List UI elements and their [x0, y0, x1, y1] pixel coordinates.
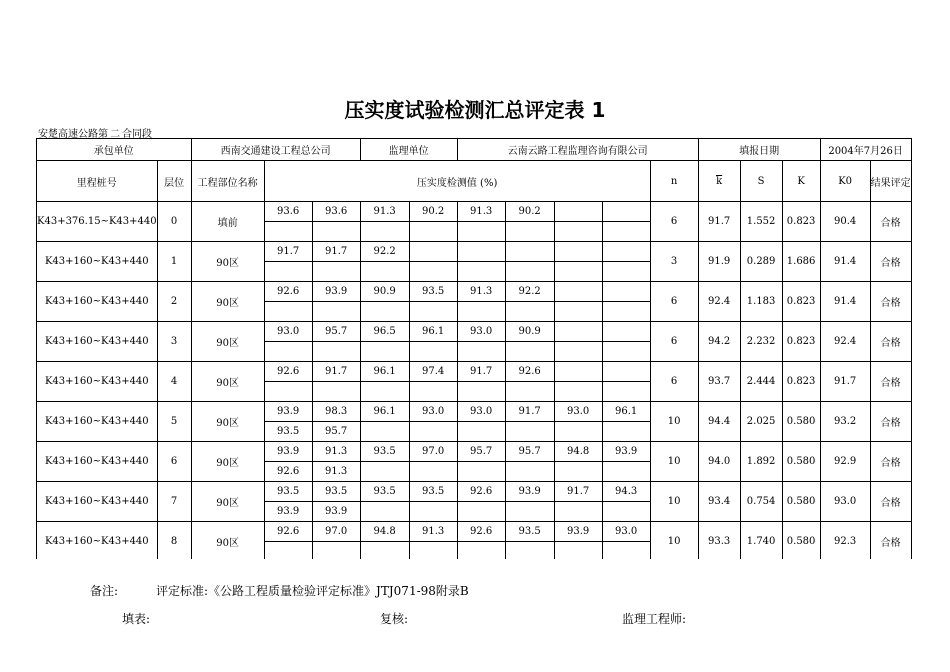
result-cell: 合格 — [870, 282, 911, 322]
value-cell: 93.5 — [409, 282, 457, 302]
value-cell — [409, 542, 457, 560]
table-row — [37, 322, 912, 342]
value-cell — [409, 222, 457, 242]
value-cell: 93.9 — [505, 482, 554, 502]
value-cell: 95.7 — [312, 322, 360, 342]
table-row — [37, 202, 912, 222]
value-cell: 93.0 — [409, 402, 457, 422]
value-cell: 97.0 — [312, 522, 360, 542]
result-cell: 合格 — [870, 482, 911, 522]
header-k-mean: $\overline{k}$ — [698, 161, 740, 202]
value-cell — [505, 382, 554, 402]
value-cell: 90.2 — [409, 202, 457, 222]
value-cell — [505, 262, 554, 282]
value-cell — [505, 502, 554, 522]
layer-cell: 4 — [157, 362, 191, 402]
value-cell: 93.5 — [360, 442, 409, 462]
subtitle-prefix: 安楚高速公路第 — [38, 129, 108, 140]
K-cell: 0.823 — [782, 362, 820, 402]
value-cell: 96.1 — [360, 362, 409, 382]
k0-cell: 91.4 — [820, 242, 870, 282]
value-cell — [602, 362, 650, 382]
station-cell: K43+160~K43+440 — [37, 402, 158, 442]
value-cell — [602, 242, 650, 262]
value-cell: 91.7 — [312, 242, 360, 262]
value-cell — [360, 302, 409, 322]
n-cell: 10 — [650, 522, 698, 560]
value-cell — [409, 262, 457, 282]
s-cell: 1.892 — [740, 442, 782, 482]
header-k0: K0 — [820, 161, 870, 202]
header-part: 工程部位名称 — [191, 161, 264, 202]
k0-cell: 92.9 — [820, 442, 870, 482]
header-s: S — [740, 161, 782, 202]
value-cell — [360, 262, 409, 282]
value-cell: 93.6 — [264, 202, 312, 222]
value-cell: 94.3 — [602, 482, 650, 502]
value-cell: 91.3 — [409, 522, 457, 542]
k-mean-cell: 93.4 — [698, 482, 740, 522]
value-cell — [264, 342, 312, 362]
value-cell — [264, 542, 312, 560]
summary-table — [36, 138, 912, 559]
n-cell: 3 — [650, 242, 698, 282]
k-mean-cell: 94.2 — [698, 322, 740, 362]
value-cell — [602, 202, 650, 222]
part-cell: 90区 — [191, 402, 264, 442]
value-cell — [554, 542, 602, 560]
value-cell: 93.0 — [457, 322, 505, 342]
value-cell: 95.7 — [457, 442, 505, 462]
value-cell: 93.9 — [554, 522, 602, 542]
value-cell — [457, 542, 505, 560]
part-cell: 90区 — [191, 322, 264, 362]
value-cell — [409, 422, 457, 442]
K-cell: 0.823 — [782, 202, 820, 242]
value-cell: 93.9 — [264, 402, 312, 422]
value-cell — [312, 382, 360, 402]
value-cell: 93.5 — [264, 422, 312, 442]
value-cell: 98.3 — [312, 402, 360, 422]
value-cell — [554, 362, 602, 382]
s-cell: 2.232 — [740, 322, 782, 362]
result-cell: 合格 — [870, 442, 911, 482]
value-cell: 93.9 — [312, 502, 360, 522]
layer-cell: 1 — [157, 242, 191, 282]
part-cell: 90区 — [191, 482, 264, 522]
value-cell — [602, 382, 650, 402]
layer-cell: 0 — [157, 202, 191, 242]
value-cell — [457, 342, 505, 362]
value-cell — [312, 262, 360, 282]
k-mean-cell: 94.4 — [698, 402, 740, 442]
s-cell: 0.289 — [740, 242, 782, 282]
value-cell — [505, 342, 554, 362]
k-mean-cell: 93.7 — [698, 362, 740, 402]
value-cell: 92.6 — [264, 462, 312, 482]
contractor-label: 承包单位 — [37, 139, 192, 161]
value-cell — [457, 502, 505, 522]
value-cell — [457, 382, 505, 402]
value-cell: 92.6 — [457, 482, 505, 502]
value-cell — [554, 342, 602, 362]
value-cell — [360, 542, 409, 560]
layer-cell: 6 — [157, 442, 191, 482]
value-cell — [457, 462, 505, 482]
value-cell — [554, 462, 602, 482]
k0-cell: 90.4 — [820, 202, 870, 242]
n-cell: 6 — [650, 362, 698, 402]
value-cell — [505, 422, 554, 442]
n-cell: 6 — [650, 202, 698, 242]
value-cell: 93.0 — [602, 522, 650, 542]
s-cell: 1.183 — [740, 282, 782, 322]
value-cell: 93.0 — [554, 402, 602, 422]
s-cell: 1.552 — [740, 202, 782, 242]
table-row — [37, 282, 912, 302]
value-cell: 92.6 — [457, 522, 505, 542]
value-cell — [457, 222, 505, 242]
layer-cell: 8 — [157, 522, 191, 560]
K-cell: 0.580 — [782, 442, 820, 482]
station-cell: K43+160~K43+440 — [37, 482, 158, 522]
value-cell — [264, 222, 312, 242]
result-cell: 合格 — [870, 522, 911, 560]
s-cell: 2.025 — [740, 402, 782, 442]
k-mean-cell: 91.9 — [698, 242, 740, 282]
k0-cell: 93.2 — [820, 402, 870, 442]
info-row — [37, 139, 912, 161]
value-cell — [602, 222, 650, 242]
value-cell — [409, 242, 457, 262]
remarks-label: 备注: — [90, 584, 119, 598]
value-cell: 91.7 — [264, 242, 312, 262]
value-cell — [554, 282, 602, 302]
supervisor-label: 监理单位 — [360, 139, 457, 161]
value-cell: 94.8 — [360, 522, 409, 542]
s-cell: 2.444 — [740, 362, 782, 402]
part-cell: 填前 — [191, 202, 264, 242]
table-row — [37, 442, 912, 462]
contractor-value: 西南交通建设工程总公司 — [191, 139, 360, 161]
result-cell: 合格 — [870, 322, 911, 362]
value-cell: 90.9 — [360, 282, 409, 302]
reviewer-signature-label: 复核: — [380, 612, 409, 626]
value-cell: 90.9 — [505, 322, 554, 342]
value-cell — [360, 462, 409, 482]
value-cell — [409, 342, 457, 362]
k0-cell: 92.3 — [820, 522, 870, 560]
k-mean-cell: 92.4 — [698, 282, 740, 322]
value-cell: 95.7 — [505, 442, 554, 462]
value-cell — [360, 382, 409, 402]
value-cell: 92.6 — [264, 282, 312, 302]
remarks-text: 评定标准:《公路工程质量检验评定标准》JTJ071-98附录B — [156, 584, 469, 598]
table-row — [37, 482, 912, 502]
value-cell: 93.9 — [602, 442, 650, 462]
filler-signature-label: 填表: — [122, 612, 151, 626]
header-layer: 层位 — [157, 161, 191, 202]
n-cell: 10 — [650, 442, 698, 482]
value-cell — [554, 222, 602, 242]
value-cell: 96.1 — [409, 322, 457, 342]
value-cell — [602, 342, 650, 362]
value-cell — [554, 502, 602, 522]
value-cell — [554, 202, 602, 222]
table-row — [37, 522, 912, 542]
value-cell: 91.3 — [457, 202, 505, 222]
table-row — [37, 242, 912, 262]
K-cell: 0.580 — [782, 482, 820, 522]
value-cell — [409, 462, 457, 482]
K-cell: 0.580 — [782, 522, 820, 560]
value-cell — [360, 422, 409, 442]
value-cell — [602, 322, 650, 342]
date-label: 填报日期 — [698, 139, 820, 161]
value-cell — [602, 282, 650, 302]
value-cell — [312, 542, 360, 560]
header-values: 压实度检测值 (%) — [264, 161, 650, 202]
n-cell: 6 — [650, 322, 698, 362]
value-cell: 93.5 — [312, 482, 360, 502]
result-cell: 合格 — [870, 242, 911, 282]
value-cell: 92.6 — [264, 362, 312, 382]
result-cell: 合格 — [870, 362, 911, 402]
part-cell: 90区 — [191, 282, 264, 322]
value-cell: 92.2 — [505, 282, 554, 302]
part-cell: 90区 — [191, 522, 264, 560]
value-cell: 93.9 — [264, 442, 312, 462]
table-row — [37, 402, 912, 422]
station-cell: K43+160~K43+440 — [37, 362, 158, 402]
value-cell — [554, 322, 602, 342]
value-cell: 94.8 — [554, 442, 602, 462]
value-cell — [457, 262, 505, 282]
value-cell — [505, 542, 554, 560]
station-cell: K43+160~K43+440 — [37, 242, 158, 282]
k-mean-cell: 93.3 — [698, 522, 740, 560]
n-cell: 6 — [650, 282, 698, 322]
subtitle-suffix: 合同段 — [122, 129, 152, 140]
value-cell: 93.5 — [360, 482, 409, 502]
value-cell: 97.4 — [409, 362, 457, 382]
station-cell: K43+160~K43+440 — [37, 322, 158, 362]
header-station: 里程桩号 — [37, 161, 158, 202]
value-cell — [264, 262, 312, 282]
value-cell — [409, 382, 457, 402]
station-cell: K43+160~K43+440 — [37, 282, 158, 322]
value-cell — [264, 302, 312, 322]
section-number: 二 — [110, 129, 120, 140]
result-cell: 合格 — [870, 202, 911, 242]
k-mean-cell: 91.7 — [698, 202, 740, 242]
value-cell: 95.7 — [312, 422, 360, 442]
value-cell: 93.9 — [312, 282, 360, 302]
K-cell: 1.686 — [782, 242, 820, 282]
date-value: 2004年7月26日 — [820, 139, 911, 161]
value-cell: 91.3 — [457, 282, 505, 302]
layer-cell: 5 — [157, 402, 191, 442]
remarks — [90, 582, 469, 599]
value-cell — [554, 242, 602, 262]
engineer-signature-label: 监理工程师: — [622, 612, 687, 626]
value-cell: 91.7 — [505, 402, 554, 422]
layer-cell: 3 — [157, 322, 191, 362]
value-cell — [457, 242, 505, 262]
value-cell — [554, 262, 602, 282]
value-cell: 91.3 — [312, 442, 360, 462]
value-cell — [312, 222, 360, 242]
value-cell — [360, 222, 409, 242]
table-row — [37, 362, 912, 382]
value-cell: 96.5 — [360, 322, 409, 342]
value-cell — [602, 422, 650, 442]
result-cell: 合格 — [870, 402, 911, 442]
page-title: 压实度试验检测汇总评定表 1 — [344, 98, 606, 122]
value-cell: 92.2 — [360, 242, 409, 262]
part-cell: 90区 — [191, 242, 264, 282]
value-cell — [505, 242, 554, 262]
supervisor-value: 云南云路工程监理咨询有限公司 — [457, 139, 698, 161]
value-cell: 91.7 — [554, 482, 602, 502]
value-cell — [554, 422, 602, 442]
value-cell: 91.7 — [312, 362, 360, 382]
k-mean-cell: 94.0 — [698, 442, 740, 482]
k0-cell: 91.4 — [820, 282, 870, 322]
value-cell — [312, 342, 360, 362]
value-cell: 93.6 — [312, 202, 360, 222]
value-cell — [554, 302, 602, 322]
column-header-row — [37, 161, 912, 202]
value-cell — [360, 342, 409, 362]
value-cell — [602, 502, 650, 522]
value-cell: 91.7 — [457, 362, 505, 382]
value-cell — [505, 302, 554, 322]
K-cell: 0.823 — [782, 322, 820, 362]
layer-cell: 7 — [157, 482, 191, 522]
value-cell: 93.5 — [505, 522, 554, 542]
value-cell — [602, 302, 650, 322]
s-cell: 1.740 — [740, 522, 782, 560]
value-cell: 93.5 — [409, 482, 457, 502]
value-cell — [409, 502, 457, 522]
k0-cell: 91.7 — [820, 362, 870, 402]
station-cell: K43+376.15~K43+440 — [37, 202, 158, 242]
header-n: n — [650, 161, 698, 202]
value-cell: 92.6 — [505, 362, 554, 382]
n-cell: 10 — [650, 402, 698, 442]
header-K: K — [782, 161, 820, 202]
station-cell: K43+160~K43+440 — [37, 442, 158, 482]
value-cell: 96.1 — [602, 402, 650, 422]
value-cell — [360, 502, 409, 522]
value-cell: 93.0 — [264, 322, 312, 342]
K-cell: 0.580 — [782, 402, 820, 442]
value-cell — [602, 542, 650, 560]
value-cell — [312, 302, 360, 322]
summary-table-viewport — [36, 138, 914, 559]
value-cell: 93.0 — [457, 402, 505, 422]
value-cell — [409, 302, 457, 322]
value-cell — [264, 382, 312, 402]
value-cell — [457, 422, 505, 442]
k0-cell: 92.4 — [820, 322, 870, 362]
n-cell: 10 — [650, 482, 698, 522]
layer-cell: 2 — [157, 282, 191, 322]
header-result: 结果评定 — [870, 161, 911, 202]
value-cell: 93.9 — [264, 502, 312, 522]
value-cell — [505, 462, 554, 482]
value-cell — [457, 302, 505, 322]
value-cell: 97.0 — [409, 442, 457, 462]
part-cell: 90区 — [191, 442, 264, 482]
value-cell: 91.3 — [360, 202, 409, 222]
s-cell: 0.754 — [740, 482, 782, 522]
value-cell: 96.1 — [360, 402, 409, 422]
value-cell — [602, 262, 650, 282]
value-cell — [602, 462, 650, 482]
k0-cell: 93.0 — [820, 482, 870, 522]
value-cell: 92.6 — [264, 522, 312, 542]
value-cell: 90.2 — [505, 202, 554, 222]
value-cell: 91.3 — [312, 462, 360, 482]
K-cell: 0.823 — [782, 282, 820, 322]
part-cell: 90区 — [191, 362, 264, 402]
value-cell — [554, 382, 602, 402]
value-cell: 93.5 — [264, 482, 312, 502]
station-cell: K43+160~K43+440 — [37, 522, 158, 560]
value-cell — [505, 222, 554, 242]
